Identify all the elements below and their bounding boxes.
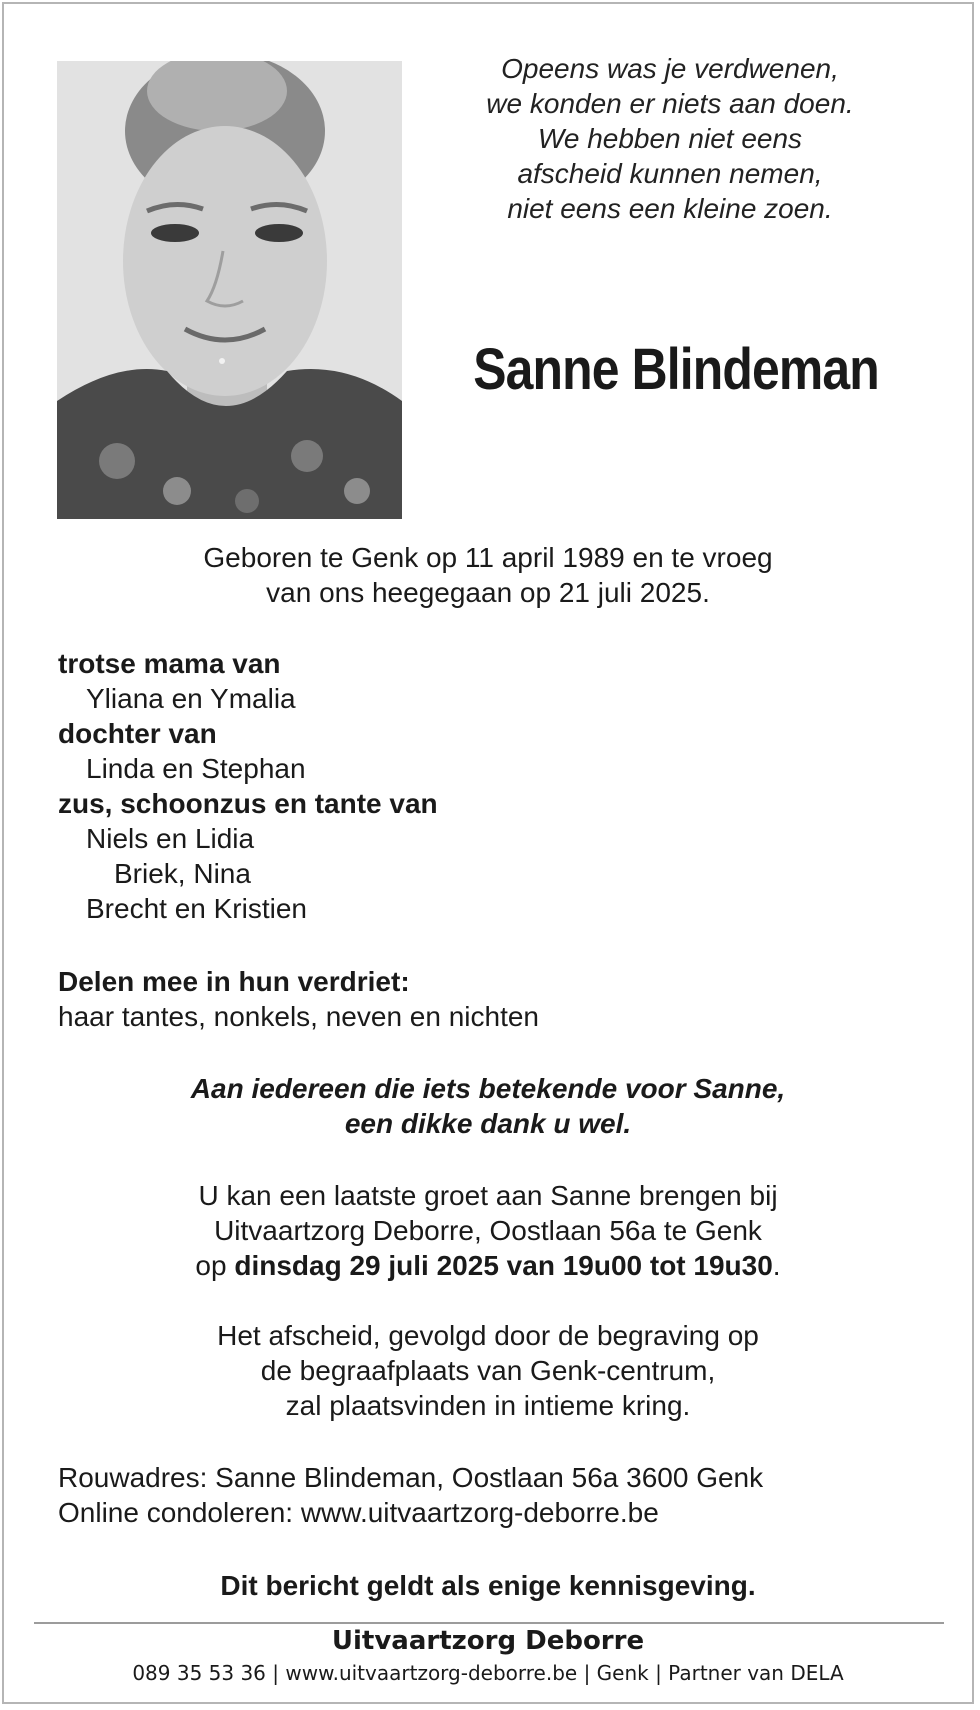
visitation-suffix: . (772, 1250, 781, 1281)
children-names: Yliana en Ymalia (86, 683, 296, 714)
visitation-location: Uitvaartzorg Deborre, Oostlaan 56a te Genk (214, 1215, 762, 1246)
poem-line: Opeens was je verdwenen, (501, 53, 839, 84)
thanks-message (0, 1071, 976, 1141)
funeral-home-footer: 089 35 53 36 | www.uitvaartzorg-deborre.be | Genk | Partner van DELA (132, 1661, 844, 1685)
death-line: van ons heegegaan op 21 juli 2025. (266, 577, 710, 608)
daughter-role: dochter van (58, 718, 217, 749)
visitation-prefix: op (195, 1250, 235, 1281)
family-list (58, 646, 438, 926)
poem-line: we konden er niets aan doen. (486, 88, 854, 119)
farewell-line: Het afscheid, gevolgd door de begraving op (217, 1320, 759, 1351)
poem-line: niet eens een kleine zoen. (507, 193, 833, 224)
farewell-line: zal plaatsvinden in intieme kring. (285, 1390, 691, 1421)
thanks-line: Aan iedereen die iets betekende voor Sanne, (190, 1073, 786, 1104)
poem-line: We hebben niet eens (537, 123, 803, 154)
parents-names: Linda en Stephan (86, 753, 306, 784)
poem-line: afscheid kunnen nemen, (517, 158, 823, 189)
visitation-info (0, 1178, 976, 1283)
visitation-date: dinsdag 29 juli 2025 van 19u00 tot 19u30 (234, 1250, 773, 1281)
shared-grief-heading: Delen mee in hun verdriet: (58, 966, 410, 997)
visitation-line: U kan een laatste groet aan Sanne brengen bij (198, 1180, 778, 1211)
thanks-line: een dikke dank u wel. (344, 1108, 632, 1139)
notice-statement: Dit bericht geldt als enige kennisgeving. (220, 1570, 756, 1601)
funeral-home-name: Uitvaartzorg Deborre (331, 1626, 645, 1656)
sister-role: zus, schoonzus en tante van (58, 788, 438, 819)
sibling-names: Brecht en Kristien (86, 893, 307, 924)
contact-info (58, 1460, 763, 1530)
visitation-time (0, 1248, 976, 1283)
shared-grief (58, 964, 539, 1034)
mother-role: trotse mama van (58, 648, 281, 679)
farewell-info (0, 1318, 976, 1423)
birth-death-info (0, 540, 976, 610)
farewell-line: de begraafplaats van Genk-centrum, (260, 1355, 716, 1386)
sibling-names: Briek, Nina (114, 858, 251, 889)
shared-grief-text: haar tantes, nonkels, neven en nichten (58, 1001, 540, 1032)
deceased-name: Sanne Blindeman (473, 337, 879, 402)
portrait-photo (57, 61, 402, 519)
memorial-poem (430, 51, 910, 226)
sibling-names: Niels en Lidia (86, 823, 255, 854)
birth-line: Geboren te Genk op 11 april 1989 en te vroeg (203, 542, 773, 573)
online-condolences[interactable]: Online condoleren: www.uitvaartzorg-deborre.be (58, 1497, 659, 1528)
mourning-address: Rouwadres: Sanne Blindeman, Oostlaan 56a 3600 Genk (58, 1462, 764, 1493)
